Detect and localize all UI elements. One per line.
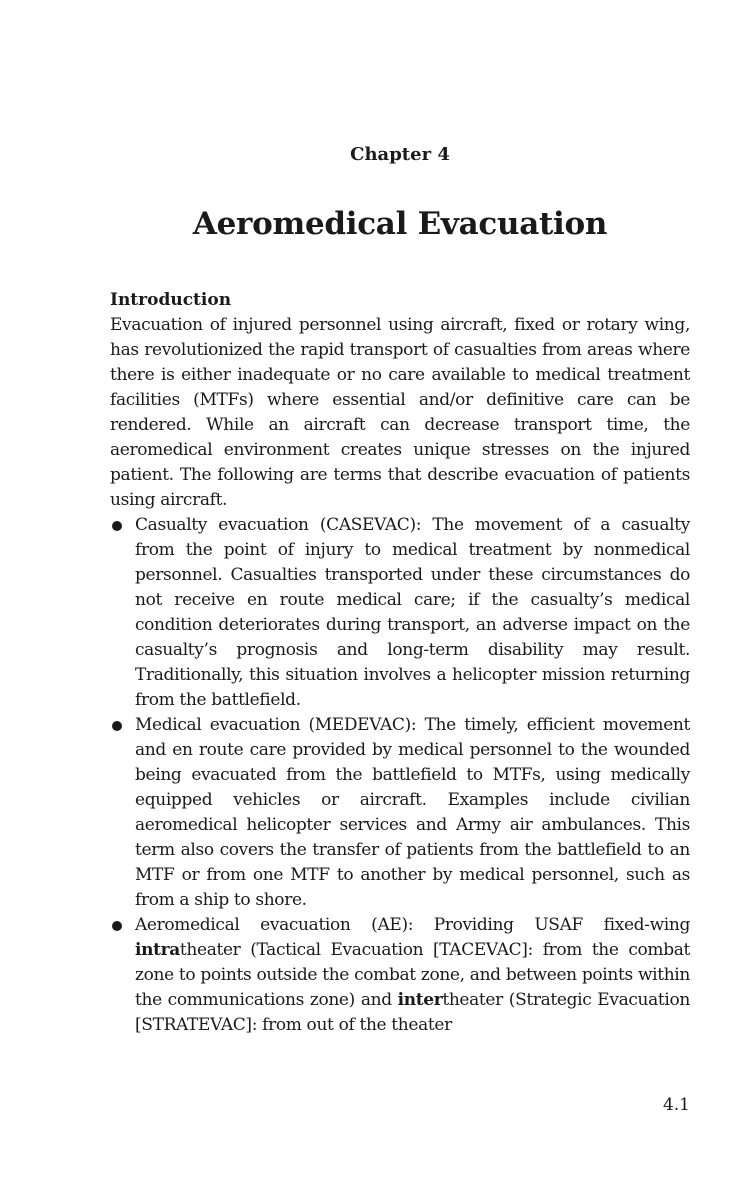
section-heading-introduction: Introduction xyxy=(110,290,232,310)
introduction-paragraph: Evacuation of injured personnel using aircraft, fixed or rotary wing, has revolutionized the rapid transport of casualties from areas where there is either inadequate or no care available to medical treatment facilities (MTFs) where essential and/or definitive care can be rendered. While an aircraft can decrease transport time, the aeromedical environment creates unique stresses on the injured patient. The following are terms that describe evacuation of patients using aircraft. xyxy=(110,315,690,510)
evacuation-terms-list xyxy=(110,513,690,1038)
page-content xyxy=(110,140,690,1038)
list-item-text-part2: theater (Tactical Evacuation [TACEVAC]: from the combat zone to points outside the combat zone, and between points within the communications zone) and xyxy=(135,940,690,1010)
list-item-text-part3: theater (Strategic Evacuation [STRATEVAC]: from out of the theater xyxy=(135,990,690,1035)
list-item-text: Medical evacuation (MEDEVAC): The timely, efficient movement and en route care provided by medical personnel to the wounded being evacuated from the battlefield to MTFs, using medically equipped vehicles or aircraft. Examples include civilian aeromedical helicopter services and Army air ambulances. This term also covers the transfer of patients from the battlefield to an MTF or from one MTF to another by medical personnel, such as from a ship to shore. xyxy=(135,715,690,910)
list-item-ae xyxy=(110,913,690,1038)
page-number: 4.1 xyxy=(662,1095,690,1115)
chapter-label: Chapter 4 xyxy=(350,144,450,165)
bullet-icon xyxy=(112,921,122,931)
list-item-casevac xyxy=(110,513,690,713)
list-item-text: Casualty evacuation (CASEVAC): The movement of a casualty from the point of injury to medical treatment by nonmedical personnel. Casualties transported under these circumstances do not receive en route medical care; if the casualty’s medical condition deteriorates during transport, an adverse impact on the casualty’s prognosis and long-term disability may result. Traditionally, this situation involves a helicopter mission returning from the battlefield. xyxy=(135,515,690,710)
list-item-bold-intra: intra xyxy=(135,940,180,960)
list-item-text-part1: Aeromedical evacuation (AE): Providing USAF fixed-wing xyxy=(135,915,690,935)
bullet-icon xyxy=(112,521,122,531)
list-item-medevac xyxy=(110,713,690,913)
list-item-bold-inter: inter xyxy=(397,990,443,1010)
chapter-title: Aeromedical Evacuation xyxy=(192,206,608,242)
bullet-icon xyxy=(112,721,122,731)
